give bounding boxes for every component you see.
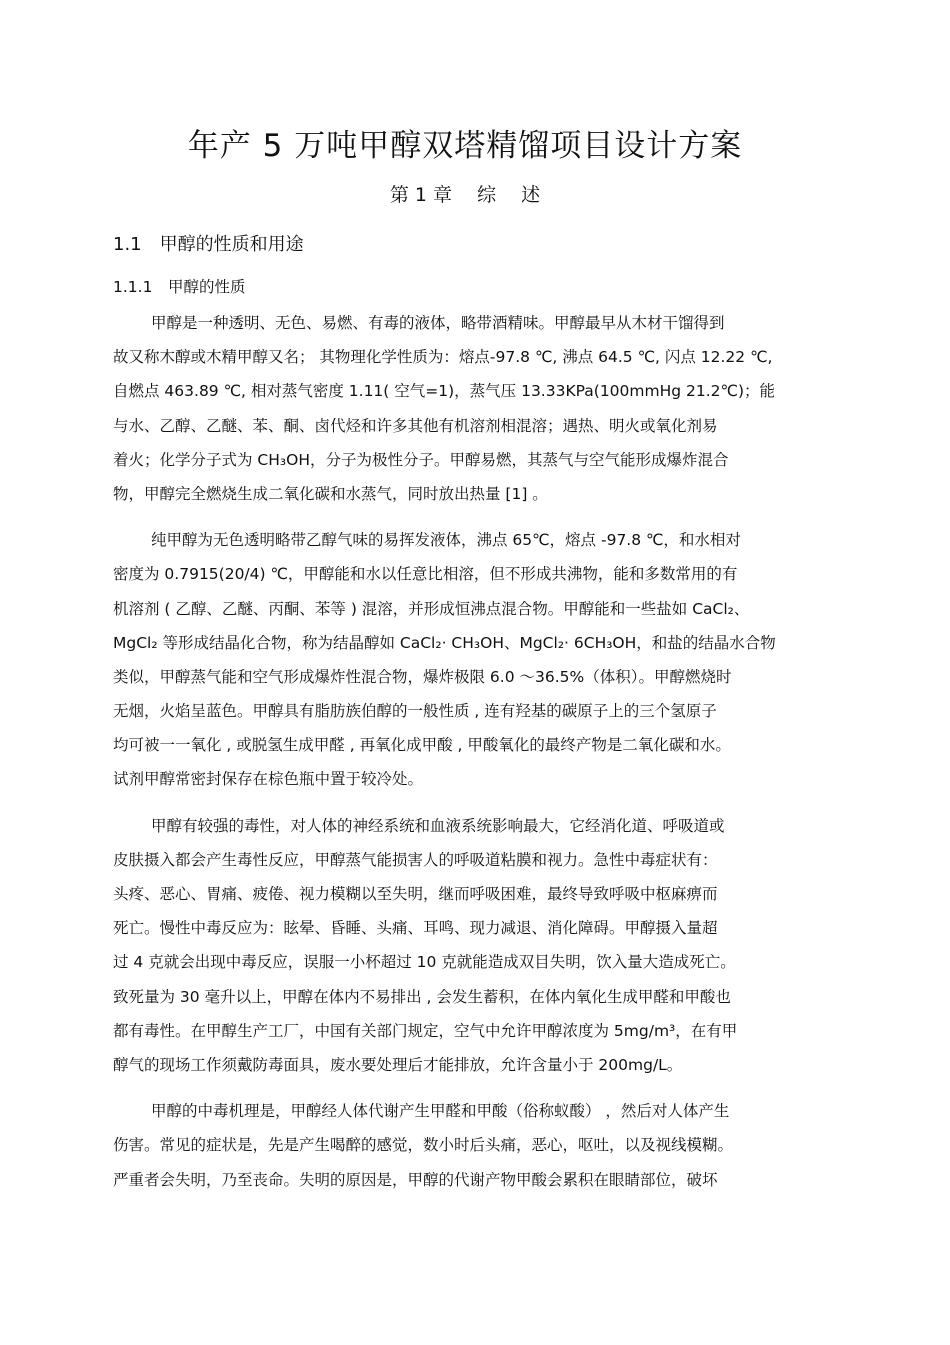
text-line: 致死量为 30 毫升以上，甲醇在体内不易排出 , 会发生蓄积，在体内氧化生成甲醛和甲酸也 [113,987,731,1006]
text-line: 都有毒性。在甲醇生产工厂，中国有关部门规定，空气中允许甲醇浓度为 5mg/m³，在有甲 [113,1021,738,1040]
text-line: MgCl₂ 等形成结晶化合物，称为结晶醇如 CaCl₂· CH₃OH、MgCl₂· 6CH₃OH，和盐的结晶水合物 [113,633,776,652]
chapter-heading: 第 1 章 综 述 [389,184,541,206]
paragraph-4 [113,1094,860,1197]
text-line: 皮肤摄入都会产生毒性反应，甲醇蒸气能损害人的呼吸道粘膜和视力。急性中毒症状有： [113,850,718,869]
text-line: 甲醇的中毒机理是，甲醇经人体代谢产生甲醛和甲酸（俗称蚁酸） ，然后对人体产生 [151,1102,730,1121]
text-line: 机溶剂 ( 乙醇、乙醚、丙酮、苯等 ) 混溶，并形成恒沸点混合物。甲醇能和一些盐如 CaCl₂、 [113,599,750,618]
text-line: 甲醇有较强的毒性，对人体的神经系统和血液系统影响最大，它经消化道、呼吸道或 [151,816,725,835]
text-line: 严重者会失明，乃至丧命。失明的原因是，甲醇的代谢产物甲酸会累积在眼睛部位，破坏 [113,1170,718,1189]
text-line: 自燃点 463.89 ℃, 相对蒸气密度 1.11( 空气=1)，蒸气压 13.33KPa(100mmHg 21.2℃)；能 [113,382,775,401]
paragraph-1 [113,306,860,511]
text-line: 纯甲醇为无色透明略带乙醇气味的易挥发液体，沸点 65℃，熔点 -97.8 ℃，和水相对 [151,531,741,550]
text-line: 无烟，火焰呈蓝色。甲醇具有脂肪族伯醇的一般性质 , 连有羟基的碳原子上的三个氢原子 [113,702,717,721]
text-line: 着火；化学分子式为 CH₃OH，分子为极性分子。甲醇易燃，其蒸气与空气能形成爆炸混合 [113,450,729,469]
body-text [113,306,860,1209]
paragraph-3 [113,809,860,1083]
text-line: 过 4 克就会出现中毒反应，误服一小杯超过 10 克就能造成双目失明，饮入量大造成死亡。 [113,953,736,972]
section-heading: 1.1 甲醇的性质和用途 [113,234,304,255]
subsection-heading: 1.1.1 甲醇的性质 [113,278,246,296]
text-line: 与水、乙醇、乙醚、苯、酮、卤代烃和许多其他有机溶剂相混溶；遇热、明火或氧化剂易 [113,416,718,435]
text-line: 均可被一一氧化 , 或脱氢生成甲醛 , 再氧化成甲酸 , 甲酸氧化的最终产物是二氧化碳和水。 [113,736,731,755]
text-line: 物，甲醇完全燃烧生成二氧化碳和水蒸气，同时放出热量 [1] 。 [113,484,548,503]
paragraph-2 [113,523,860,797]
text-line: 类似，甲醇蒸气能和空气形成爆炸性混合物，爆炸极限 6.0 ～36.5%（体积）。甲醇燃烧时 [113,667,732,686]
text-line: 醇气的现场工作须戴防毒面具，废水要处理后才能排放，允许含量小于 200mg/L。 [113,1055,683,1074]
text-line: 密度为 0.7915(20/4) ℃，甲醇能和水以任意比相溶，但不形成共沸物，能和多数常用的有 [113,565,738,584]
text-line: 故又称木醇或木精甲醇又名； 其物理化学性质为：熔点-97.8 ℃, 沸点 64.5 ℃, 闪点 12.22 ℃, [113,348,773,367]
text-line: 头疼、恶心、胃痛、疲倦、视力模糊以至失明，继而呼吸困难，最终导致呼吸中枢麻痹而 [113,885,718,903]
text-line: 伤害。常见的症状是，先是产生喝醉的感觉，数小时后头痛，恶心，呕吐，以及视线模糊。 [113,1136,734,1155]
text-line: 甲醇是一种透明、无色、易燃、有毒的液体，略带酒精味。甲醇最早从木材干馏得到 [151,314,725,332]
text-line: 死亡。慢性中毒反应为：眩晕、昏睡、头痛、耳鸣、现力减退、消化障碍。甲醇摄入量超 [113,919,718,938]
text-line: 试剂甲醇常密封保存在棕色瓶中置于较冷处。 [113,770,424,789]
document-title: 年产 5 万吨甲醇双塔精馏项目设计方案 [187,128,743,164]
